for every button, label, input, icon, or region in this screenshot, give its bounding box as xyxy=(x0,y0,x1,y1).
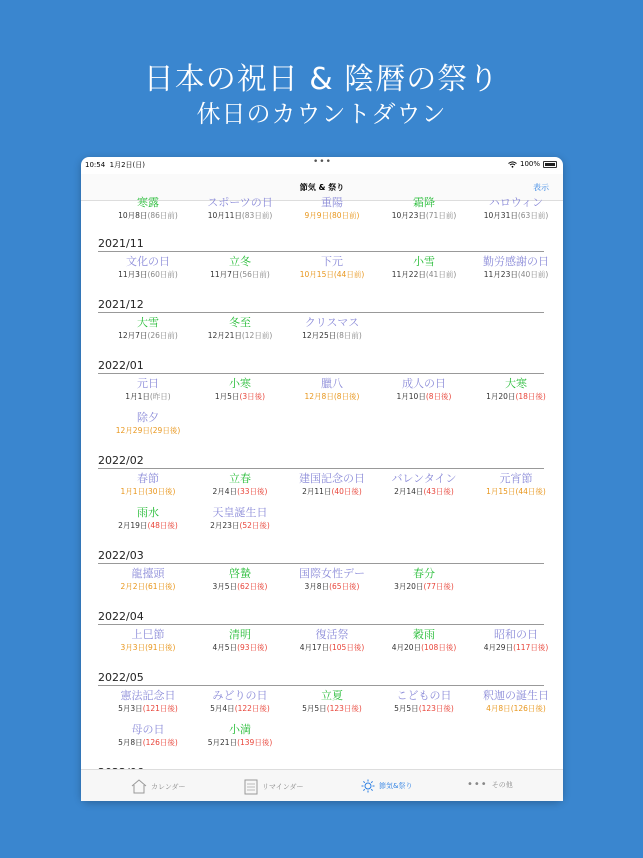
festival-name: 重陽 xyxy=(321,196,343,209)
festival-countdown: (71日前) xyxy=(425,211,457,220)
house-icon xyxy=(131,779,147,794)
festival-date: 11月22日 xyxy=(391,270,426,279)
festival-date: 9月9日 xyxy=(304,211,330,220)
festival-name: 大雪 xyxy=(137,316,159,329)
festival-date: 4月5日 xyxy=(212,643,238,652)
festival-name: みどりの日 xyxy=(212,689,268,702)
festival-name: 母の日 xyxy=(131,723,165,736)
festival-countdown: (44日前) xyxy=(333,270,365,279)
festival-countdown: (56日前) xyxy=(239,270,270,279)
month-section xyxy=(98,298,544,340)
festival-item[interactable] xyxy=(378,689,470,715)
festival-item[interactable] xyxy=(286,628,378,654)
festival-name: 昭和の日 xyxy=(494,628,538,641)
festival-name: 憲法記念日 xyxy=(120,689,176,702)
festival-item[interactable] xyxy=(378,628,470,654)
festival-item[interactable] xyxy=(102,255,194,281)
festival-name: 釈迦の誕生日 xyxy=(483,689,549,702)
festival-countdown: (43日後) xyxy=(423,487,454,496)
festival-item[interactable] xyxy=(194,723,286,749)
festival-name: こどもの日 xyxy=(396,689,452,702)
festival-countdown: (83日前) xyxy=(241,211,273,220)
festival-date: 10月15日 xyxy=(299,270,334,279)
festival-countdown: (61日後) xyxy=(145,582,176,591)
festival-name: 立冬 xyxy=(229,255,251,268)
festival-name: 冬至 xyxy=(229,316,251,329)
festival-item[interactable] xyxy=(194,316,286,342)
festival-countdown: (48日後) xyxy=(147,521,178,530)
tab-reminder[interactable] xyxy=(244,779,303,795)
festival-countdown: (80日前) xyxy=(329,211,360,220)
festival-countdown: (3日後) xyxy=(239,392,266,401)
month-header: 2022/03 xyxy=(98,549,544,564)
tab-label: カレンダー xyxy=(151,782,186,791)
festival-countdown: (86日前) xyxy=(147,211,178,220)
festival-countdown: (108日後) xyxy=(421,643,457,652)
festival-name: 啓蟄 xyxy=(229,567,251,580)
festival-date: 10月23日 xyxy=(391,211,426,220)
festival-date: 5月3日 xyxy=(118,704,143,713)
festival-item[interactable] xyxy=(286,377,378,403)
festival-name: 小寒 xyxy=(229,377,251,390)
battery-icon xyxy=(543,161,557,168)
festival-item[interactable] xyxy=(102,506,194,532)
festival-date: 1月15日 xyxy=(486,487,516,496)
festival-name: 霜降 xyxy=(413,196,435,209)
festival-date: 11月7日 xyxy=(210,270,240,279)
festival-list[interactable] xyxy=(81,196,563,770)
festival-item[interactable] xyxy=(378,255,470,281)
festival-countdown: (8日前) xyxy=(336,331,362,340)
battery-percent: 100% xyxy=(519,160,540,168)
festival-item[interactable] xyxy=(470,689,562,715)
festival-countdown: (126日後) xyxy=(510,704,546,713)
festival-countdown: (18日後) xyxy=(515,392,546,401)
festival-date: 3月20日 xyxy=(394,582,424,591)
list-icon xyxy=(244,779,258,795)
festival-item[interactable] xyxy=(286,255,378,281)
festival-date: 10月8日 xyxy=(118,211,148,220)
festival-item[interactable] xyxy=(470,628,562,654)
festival-item[interactable] xyxy=(286,472,378,498)
festival-item[interactable] xyxy=(102,196,194,222)
festival-date: 1月1日 xyxy=(125,392,150,401)
festival-item[interactable] xyxy=(102,567,194,593)
festival-name: クリスマス xyxy=(304,316,360,329)
festival-name: 寒露 xyxy=(137,196,159,209)
festival-date: 2月11日 xyxy=(302,487,332,496)
tab-bar xyxy=(81,769,563,801)
festival-name: 元宵節 xyxy=(499,472,533,485)
month-header: 2021/11 xyxy=(98,237,544,252)
festival-date: 4月17日 xyxy=(299,643,330,652)
tab-other[interactable] xyxy=(467,779,513,790)
sun-icon xyxy=(361,779,375,793)
festival-item[interactable] xyxy=(102,689,194,715)
festival-countdown: (91日後) xyxy=(145,643,176,652)
festival-item[interactable] xyxy=(194,472,286,498)
festival-countdown: (8日後) xyxy=(333,392,360,401)
festival-name: 大寒 xyxy=(505,377,527,390)
festival-item[interactable] xyxy=(470,377,562,403)
festival-item[interactable] xyxy=(194,567,286,593)
festival-countdown: (105日後) xyxy=(329,643,365,652)
festival-countdown: (93日後) xyxy=(237,643,268,652)
festival-countdown: (139日後) xyxy=(237,738,273,747)
tab-calendar[interactable] xyxy=(131,779,186,794)
festival-date: 10月11日 xyxy=(207,211,242,220)
nav-title: 節気 & 祭り xyxy=(299,183,345,192)
festival-item[interactable] xyxy=(102,411,194,437)
festival-countdown: (昨日) xyxy=(149,392,171,401)
festival-countdown: (52日後) xyxy=(239,521,270,530)
festival-date: 5月8日 xyxy=(118,738,143,747)
status-bar xyxy=(81,157,563,171)
festival-name: 立夏 xyxy=(321,689,343,702)
device-screen xyxy=(81,157,563,801)
festival-date: 12月25日 xyxy=(302,331,337,340)
festival-name: 国際女性デー xyxy=(299,567,365,580)
festival-date: 2月14日 xyxy=(394,487,424,496)
festival-countdown: (77日後) xyxy=(423,582,454,591)
festival-countdown: (41日前) xyxy=(425,270,457,279)
festival-name: 小満 xyxy=(229,723,251,736)
festival-item[interactable] xyxy=(470,196,562,222)
festival-date: 5月5日 xyxy=(394,704,419,713)
festival-name: 春分 xyxy=(413,567,435,580)
festival-date: 12月29日 xyxy=(115,426,150,435)
display-button[interactable]: 表示 xyxy=(533,183,549,192)
festival-date: 2月23日 xyxy=(210,521,240,530)
festival-item[interactable] xyxy=(286,689,378,715)
festival-countdown: (40日前) xyxy=(517,270,549,279)
festival-date: 5月21日 xyxy=(207,738,238,747)
festival-item[interactable] xyxy=(102,723,194,749)
festival-name: 春節 xyxy=(137,472,159,485)
festival-name: 成人の日 xyxy=(402,377,446,390)
festival-item[interactable] xyxy=(286,196,378,222)
festival-name: 臘八 xyxy=(321,377,343,390)
wifi-icon xyxy=(508,161,517,168)
festival-item[interactable] xyxy=(194,628,286,654)
festival-item[interactable] xyxy=(102,628,194,654)
festival-name: 勤労感謝の日 xyxy=(483,255,549,268)
month-header: 2022/05 xyxy=(98,671,544,686)
festival-countdown: (117日後) xyxy=(513,643,549,652)
festival-item[interactable] xyxy=(378,567,470,593)
festival-item[interactable] xyxy=(194,689,286,715)
tab-label: リマインダー xyxy=(262,783,304,791)
festival-item[interactable] xyxy=(470,472,562,498)
festival-name: 清明 xyxy=(229,628,251,641)
festival-date: 5月4日 xyxy=(210,704,235,713)
festival-date: 1月10日 xyxy=(396,392,426,401)
hero-title: 日本の祝日 & 陰暦の祭り xyxy=(143,62,500,97)
festival-date: 1月20日 xyxy=(486,392,516,401)
festival-countdown: (60日前) xyxy=(147,270,178,279)
festival-name: ハロウィン xyxy=(488,196,544,209)
month-section xyxy=(98,671,549,747)
status-time: 10:54 xyxy=(85,161,106,169)
tab-festivals[interactable] xyxy=(361,779,412,793)
month-header: 2022/01 xyxy=(98,359,544,374)
festival-countdown: (29日後) xyxy=(149,426,181,435)
month-header: 2021/12 xyxy=(98,298,544,313)
festival-countdown: (65日後) xyxy=(329,582,360,591)
festival-name: 小雪 xyxy=(413,255,435,268)
festival-date: 2月4日 xyxy=(212,487,238,496)
festival-date: 5月5日 xyxy=(302,704,327,713)
festival-item[interactable] xyxy=(194,506,286,532)
festival-date: 10月31日 xyxy=(483,211,518,220)
festival-item[interactable] xyxy=(102,472,194,498)
festival-name: 龍擡頭 xyxy=(131,567,165,580)
festival-name: 上巳節 xyxy=(131,628,165,641)
festival-item[interactable] xyxy=(194,377,286,403)
festival-name: 天皇誕生日 xyxy=(212,506,268,519)
festival-countdown: (122日後) xyxy=(234,704,270,713)
festival-date: 1月5日 xyxy=(214,392,240,401)
month-section xyxy=(98,549,544,591)
festival-countdown: (121日後) xyxy=(142,704,178,713)
festival-date: 4月8日 xyxy=(486,704,511,713)
festival-countdown: (30日後) xyxy=(145,487,176,496)
festival-item[interactable] xyxy=(470,255,562,281)
festival-name: 雨水 xyxy=(137,506,159,519)
tab-label: その他 xyxy=(491,780,513,789)
festival-name: 文化の日 xyxy=(126,255,170,268)
festival-countdown: (40日後) xyxy=(331,487,362,496)
festival-name: 元日 xyxy=(137,377,159,390)
festival-date: 12月7日 xyxy=(118,331,148,340)
festival-countdown: (26日前) xyxy=(147,331,178,340)
festival-countdown: (123日後) xyxy=(326,704,362,713)
festival-name: 立春 xyxy=(229,472,251,485)
month-header: 2022/04 xyxy=(98,610,544,625)
festival-date: 2月19日 xyxy=(118,521,148,530)
month-section xyxy=(98,237,549,279)
festival-name: バレンタイン xyxy=(391,472,457,485)
festival-date: 3月5日 xyxy=(212,582,238,591)
festival-date: 2月2日 xyxy=(120,582,146,591)
festival-name: 除夕 xyxy=(137,411,159,424)
festival-date: 3月3日 xyxy=(120,643,146,652)
festival-item[interactable] xyxy=(194,255,286,281)
festival-countdown: (33日後) xyxy=(237,487,268,496)
festival-countdown: (62日後) xyxy=(237,582,268,591)
festival-item[interactable] xyxy=(286,567,378,593)
festival-item[interactable] xyxy=(378,377,470,403)
festival-name: 穀雨 xyxy=(413,628,435,641)
month-section xyxy=(98,454,546,530)
festival-countdown: (44日後) xyxy=(515,487,546,496)
tab-label: 節気&祭り xyxy=(379,782,413,790)
festival-countdown: (12日前) xyxy=(241,331,273,340)
festival-item[interactable] xyxy=(102,377,194,403)
festival-date: 4月29日 xyxy=(483,643,514,652)
festival-name: 建国記念の日 xyxy=(299,472,365,485)
festival-date: 12月21日 xyxy=(207,331,242,340)
festival-item[interactable] xyxy=(102,316,194,342)
multitasking-dots-icon[interactable]: ••• xyxy=(313,157,332,167)
festival-name: スポーツの日 xyxy=(207,196,273,209)
festival-date: 1月1日 xyxy=(120,487,146,496)
festival-name: 復活祭 xyxy=(315,628,349,641)
month-section xyxy=(98,610,549,652)
festival-date: 11月3日 xyxy=(118,270,148,279)
festival-countdown: (123日後) xyxy=(418,704,454,713)
status-date: 1月2日(日) xyxy=(109,161,146,169)
festival-countdown: (126日後) xyxy=(142,738,178,747)
hero-subtitle: 休日のカウントダウン xyxy=(196,100,447,128)
month-section xyxy=(98,359,546,435)
festival-item[interactable] xyxy=(378,472,470,498)
festival-date: 11月23日 xyxy=(483,270,518,279)
festival-date: 3月8日 xyxy=(304,582,330,591)
festival-name: 下元 xyxy=(321,255,343,268)
month-header: 2022/02 xyxy=(98,454,544,469)
festival-item[interactable] xyxy=(194,196,286,222)
festival-countdown: (8日後) xyxy=(425,392,452,401)
festival-item[interactable] xyxy=(378,196,470,222)
more-icon: ••• xyxy=(467,779,488,790)
festival-countdown: (63日前) xyxy=(517,211,549,220)
festival-date: 12月8日 xyxy=(304,392,334,401)
festival-item[interactable] xyxy=(286,316,378,342)
festival-date: 4月20日 xyxy=(391,643,422,652)
